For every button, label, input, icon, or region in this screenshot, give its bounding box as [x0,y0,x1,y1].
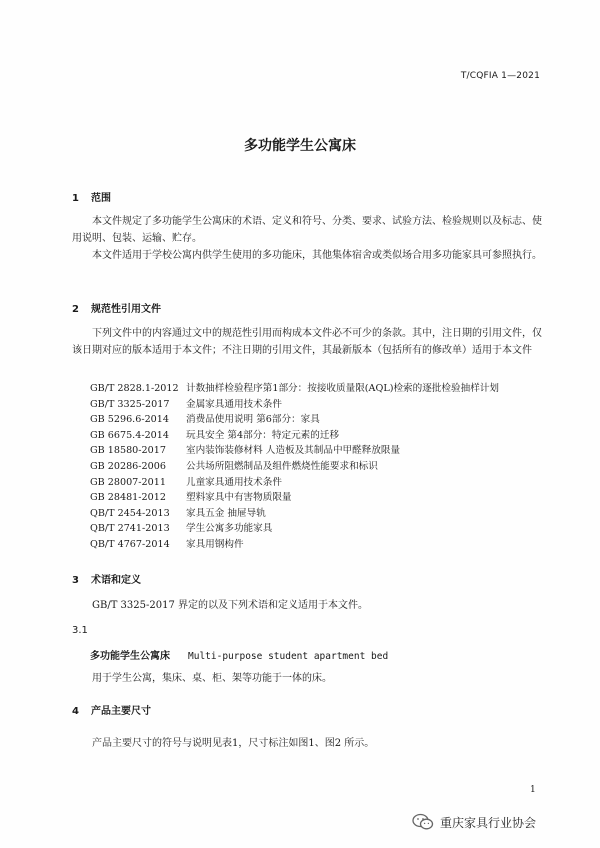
reference-item [90,521,550,537]
document-title: 多功能学生公寓床 [244,138,356,154]
term-english: Multi-purpose student apartment bed [188,651,389,662]
reference-item [90,443,550,459]
reference-item [90,490,550,506]
page-number: 1 [530,785,536,795]
reference-item [90,397,550,413]
term-entry [90,647,388,662]
reference-title: 塑料家具中有害物质限量 [186,492,292,504]
footer-org-name: 重庆家具行业协会 [440,815,537,830]
reference-item [90,459,550,475]
section-number: 2 [72,304,79,315]
section-title: 术语和定义 [91,575,141,586]
footer-watermark [412,813,536,831]
reference-item [90,506,550,522]
reference-item [90,412,550,428]
scope-paragraph-2: 本文件适用于学校公寓内供学生使用的多功能床，其他集体宿舍或类似场合用多功能家具可参照执行。 [92,250,542,261]
section-number: 4 [72,706,79,717]
reference-item [90,381,550,397]
reference-title: 家具用钢构件 [186,538,244,550]
reference-item [90,475,550,491]
reference-title: 学生公寓多功能家具 [186,523,273,535]
reference-code: QB/T 2741-2013 [90,523,170,535]
reference-title: 消费品使用说明 第6部分：家具 [186,414,320,426]
reference-code: GB 28481-2012 [90,492,166,504]
section-heading-normative-references [72,300,161,315]
reference-code: GB 20286-2006 [90,460,166,472]
reference-title: 儿童家具通用技术条件 [186,476,282,488]
reference-code: QB/T 4767-2014 [90,538,170,550]
section-heading-scope [72,189,111,204]
dimensions-paragraph: 产品主要尺寸的符号与说明见表1，尺寸标注如图1、图2 所示。 [92,738,375,749]
reference-title: 公共场所阻燃制品及组件燃烧性能要求和标识 [186,460,378,472]
section-title: 产品主要尺寸 [91,706,151,717]
scope-paragraph-1: 本文件规定了多功能学生公寓床的术语、定义和符号、分类、要求、试验方法、检验规则以及标志、使用说明、包装、运输、贮存。 [72,216,542,244]
section-number: 3 [72,575,79,586]
term-chinese: 多功能学生公寓床 [90,651,170,662]
references-intro-paragraph: 下列文件中的内容通过文中的规范性引用而构成本文件必不可少的条款。其中，注日期的引用文件，仅该日期对应的版本适用于本文件；不注日期的引用文件，其最新版本（包括所有的修改单）适用于本文件 [72,328,542,356]
section-number: 1 [72,193,79,204]
reference-list [90,381,550,553]
reference-title: 室内装饰装修材料 人造板及其制品中甲醛释放限量 [186,445,401,457]
terms-intro-paragraph: GB/T 3325-2017 界定的以及下列术语和定义适用于本文件。 [92,600,369,611]
reference-title: 家具五金 抽屉导轨 [186,507,266,519]
section-heading-dimensions [72,702,151,717]
reference-code: GB/T 3325-2017 [90,398,170,410]
reference-item [90,428,550,444]
reference-code: GB 28007-2011 [90,476,166,488]
reference-title: 玩具安全 第4部分：特定元素的迁移 [186,429,340,441]
reference-code: GB/T 2828.1-2012 [90,383,179,394]
reference-code: GB 6675.4-2014 [90,429,169,441]
reference-code: GB 18580-2017 [90,445,166,457]
section-title: 规范性引用文件 [91,304,161,315]
reference-code: QB/T 2454-2013 [90,507,170,519]
wechat-icon [412,813,434,831]
reference-code: GB 5296.6-2014 [90,414,169,426]
section-heading-terms [72,571,141,586]
reference-title: 计数抽样检验程序第1部分：按接收质量限(AQL)检索的逐批检验抽样计划 [186,383,499,394]
term-definition: 用于学生公寓，集床、桌、柜、架等功能于一体的床。 [92,673,332,684]
standard-number: T/CQFIA 1—2021 [460,71,540,81]
reference-title: 金属家具通用技术条件 [186,398,282,410]
reference-item [90,537,550,553]
section-title: 范围 [91,193,111,204]
term-number: 3.1 [72,625,88,636]
